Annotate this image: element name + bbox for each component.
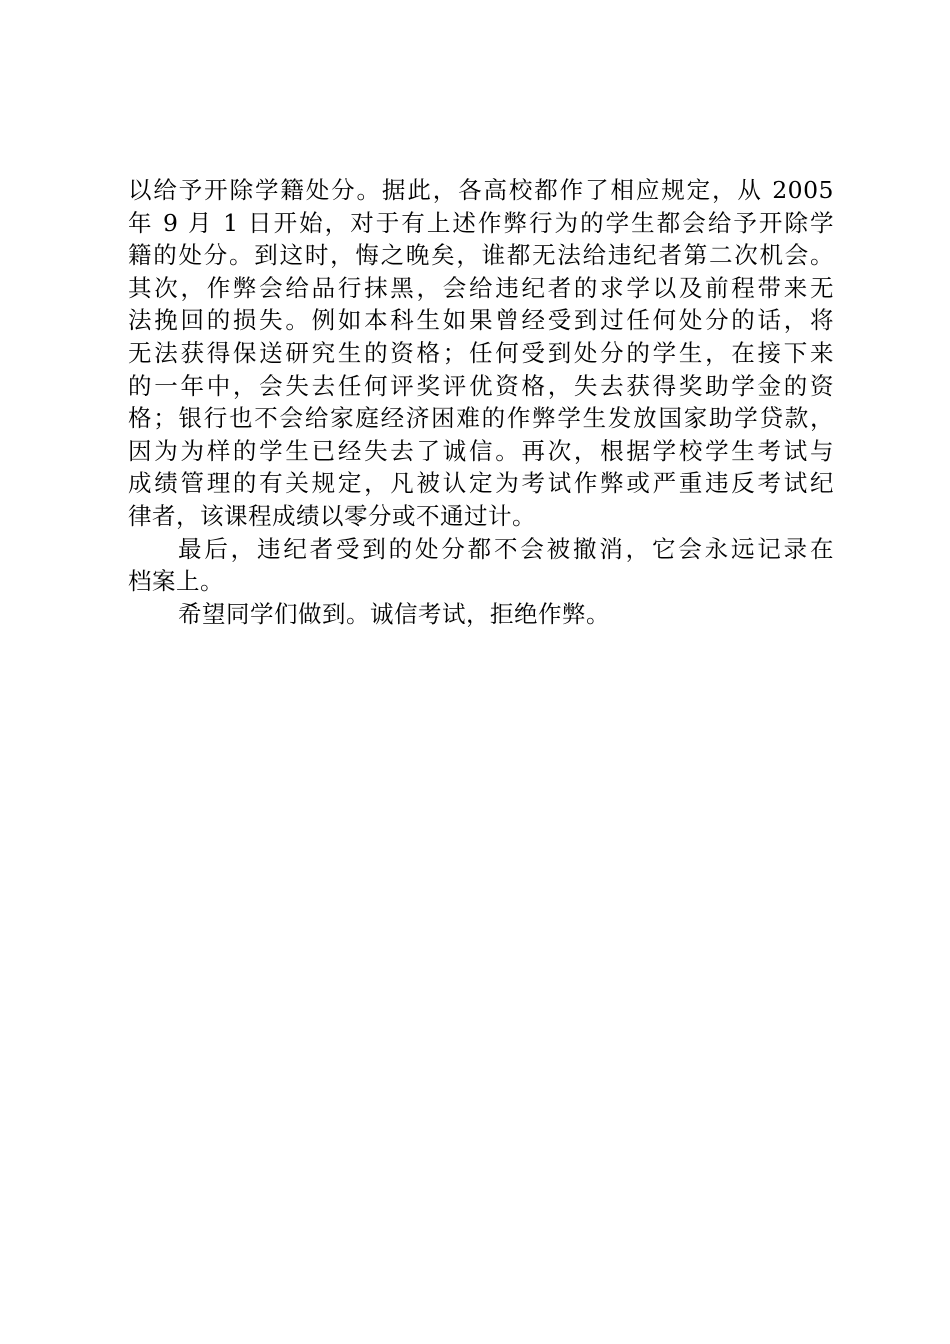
text-line: 年 9 月 1 日开始，对于有上述作弊行为的学生都会给予开除学 (128, 208, 834, 237)
paragraph-2 (128, 533, 834, 598)
text-line: 其次，作弊会给品行抹黑，会给违纪者的求学以及前程带来无 (128, 273, 834, 302)
text-line: 无法获得保送研究生的资格；任何受到处分的学生，在接下来 (128, 338, 834, 367)
text-line: 成绩管理的有关规定，凡被认定为考试作弊或严重违反考试纪 (128, 469, 834, 498)
text-line: 档案上。 (128, 567, 224, 596)
text-line: 律者，该课程成绩以零分或不通过计。 (128, 501, 536, 530)
text-line: 格；银行也不会给家庭经济困难的作弊学生发放国家助学贷款， (128, 404, 834, 433)
text-line: 希望同学们做到。诚信考试，拒绝作弊。 (178, 599, 610, 628)
document-body (128, 174, 834, 630)
text-line: 籍的处分。到这时，悔之晚矣，谁都无法给违纪者第二次机会。 (128, 241, 834, 270)
paragraph-1 (128, 174, 834, 533)
text-line: 以给予开除学籍处分。据此，各高校都作了相应规定，从 2005 (128, 176, 834, 204)
text-line: 因为为样的学生已经失去了诚信。再次，根据学校学生考试与 (128, 436, 834, 465)
text-line: 最后，违纪者受到的处分都不会被撤消，它会永远记录在 (178, 534, 834, 563)
paragraph-3 (128, 598, 834, 631)
text-line: 法挽回的损失。例如本科生如果曾经受到过任何处分的话，将 (128, 306, 834, 335)
text-line: 的一年中，会失去任何评奖评优资格，失去获得奖助学金的资 (128, 371, 834, 400)
